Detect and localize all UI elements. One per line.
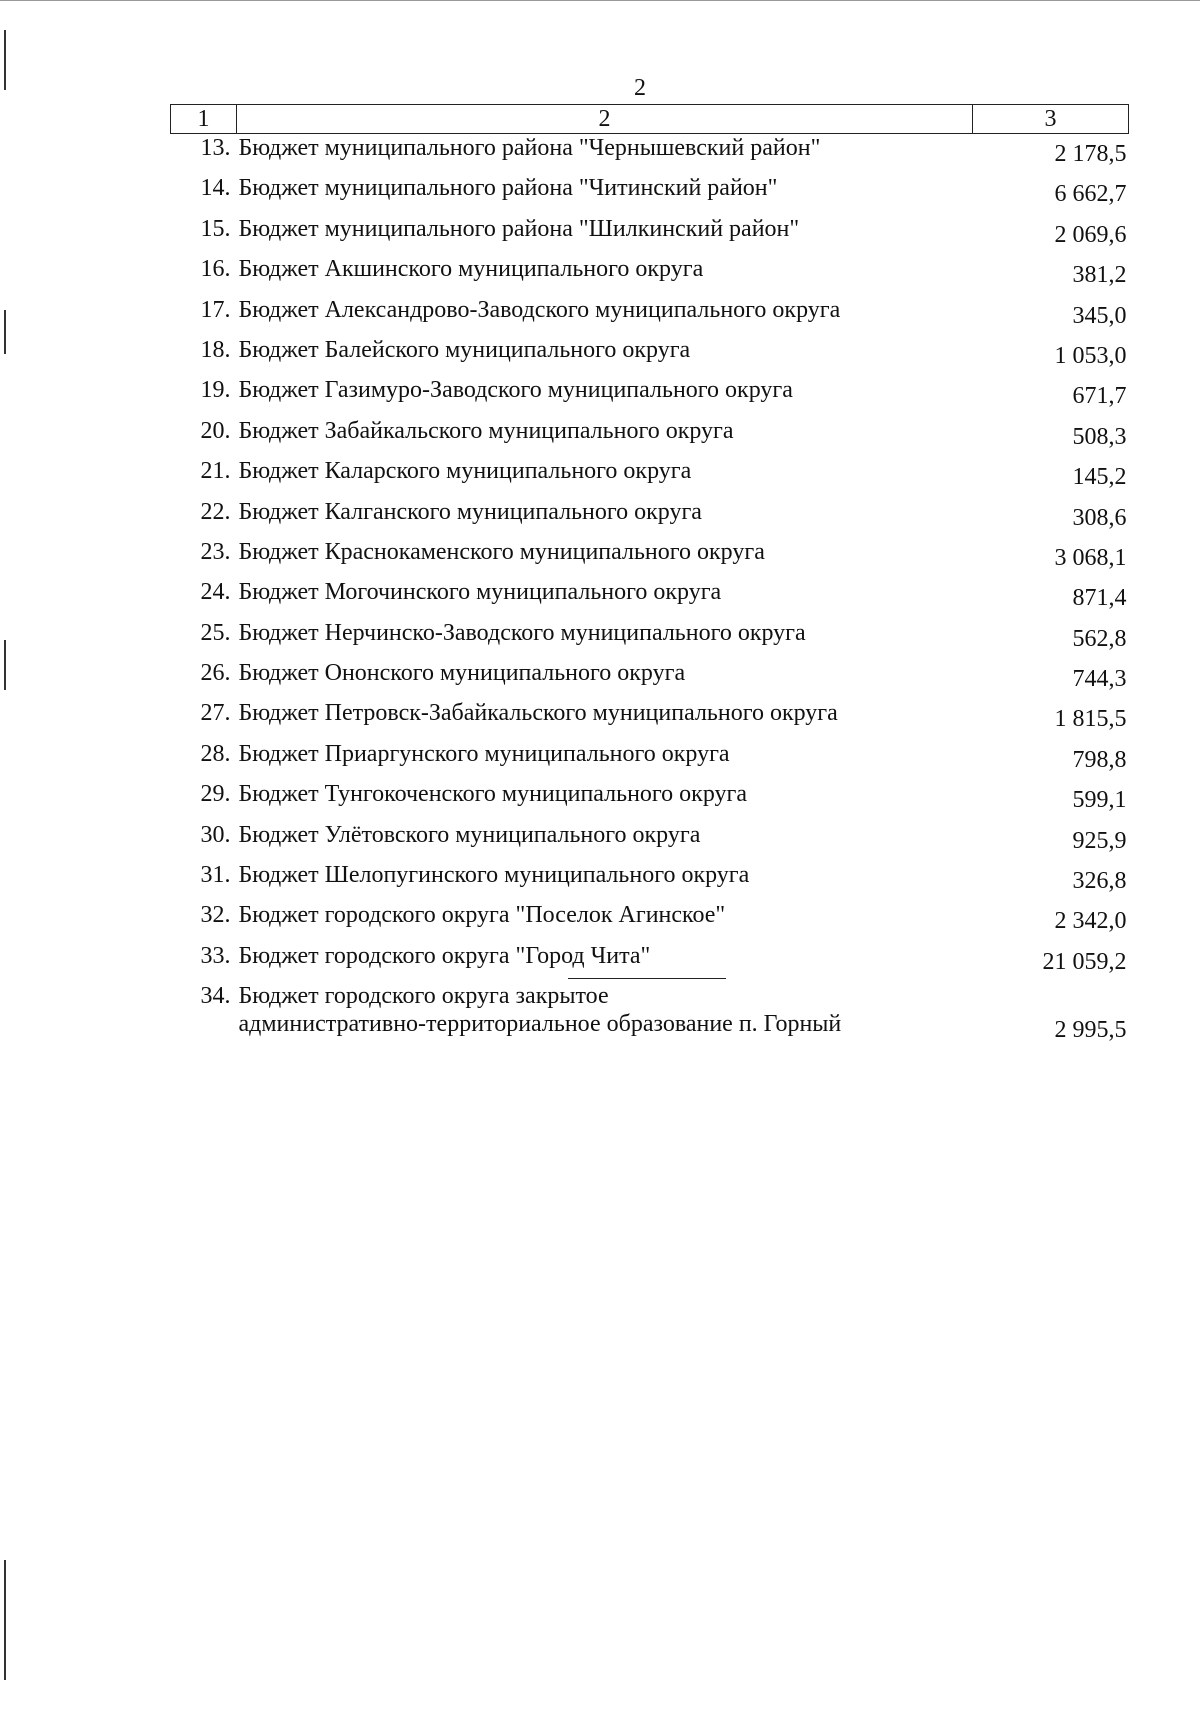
table-row [171, 659, 1129, 699]
scan-artifact [4, 640, 6, 690]
row-value: 671,7 [1072, 383, 1127, 410]
row-value: 871,4 [1072, 585, 1127, 612]
row-value: 345,0 [1072, 302, 1127, 329]
row-number: 28. [200, 740, 231, 767]
row-value: 21 059,2 [1042, 948, 1127, 975]
row-number: 24. [200, 579, 231, 606]
row-name: Бюджет муниципального района "Шилкинский район" [238, 215, 800, 242]
table-header-row [171, 105, 1129, 134]
row-value: 744,3 [1072, 666, 1127, 693]
column-header-value: 3 [973, 105, 1129, 134]
row-number: 20. [200, 417, 231, 444]
row-value: 308,6 [1072, 504, 1127, 531]
row-number: 31. [200, 862, 231, 889]
row-value: 798,8 [1072, 746, 1127, 773]
row-number: 15. [200, 215, 231, 242]
row-name-line-1: Бюджет городского округа закрытое [238, 983, 609, 1010]
row-name: Бюджет Акшинского муниципального округа [238, 256, 704, 283]
row-name: Бюджет Ононского муниципального округа [238, 660, 686, 687]
row-value: 3 068,1 [1054, 544, 1127, 571]
table-body [171, 134, 1129, 1047]
table-row [171, 578, 1129, 618]
table-row [171, 619, 1129, 659]
row-number: 32. [200, 902, 231, 929]
table-row [171, 498, 1129, 538]
scan-artifact [4, 30, 6, 90]
row-number: 23. [200, 538, 231, 565]
table-row [171, 134, 1129, 175]
row-name: Бюджет Нерчинско-Заводского муниципального округа [238, 619, 806, 646]
table-row [171, 538, 1129, 578]
row-value: 6 662,7 [1054, 181, 1127, 208]
column-header-name: 2 [237, 105, 973, 134]
row-value: 2 178,5 [1054, 141, 1127, 167]
row-number: 16. [200, 256, 231, 283]
table-row [171, 255, 1129, 295]
row-number: 13. [200, 135, 231, 161]
row-number: 14. [200, 175, 231, 202]
row-number: 30. [200, 821, 231, 848]
row-name: Бюджет Балейского муниципального округа [238, 336, 691, 363]
row-name: Бюджет Приаргунского муниципального округа [238, 740, 730, 767]
row-name: Бюджет городского округа "Город Чита" [238, 942, 651, 969]
row-name: Бюджет городского округа "Поселок Агинское" [238, 902, 726, 929]
row-number: 34. [200, 983, 231, 1010]
row-name: Бюджет Калганского муниципального округа [238, 498, 702, 525]
row-number: 21. [200, 458, 231, 485]
row-number: 27. [200, 700, 231, 727]
row-value: 599,1 [1072, 787, 1127, 814]
row-name: Бюджет Газимуро-Заводского муниципального округа [238, 377, 793, 404]
row-value: 2 069,6 [1054, 221, 1127, 248]
table-row [171, 740, 1129, 780]
table-row [171, 336, 1129, 376]
row-name: Бюджет Улётовского муниципального округа [238, 821, 701, 848]
table-row [171, 699, 1129, 739]
row-name: Бюджет муниципального района "Читинский район" [238, 175, 778, 202]
row-name: Бюджет Забайкальского муниципального округа [238, 417, 734, 444]
row-name: Бюджет Шелопугинского муниципального округа [238, 862, 750, 889]
table-row [171, 457, 1129, 497]
row-value: 2 342,0 [1054, 908, 1127, 935]
table-row [171, 901, 1129, 941]
table-row [171, 821, 1129, 861]
row-number: 26. [200, 660, 231, 687]
scan-artifact [4, 1560, 6, 1680]
row-name-line-2: административно-территориальное образование п. Горный [238, 1011, 842, 1038]
row-name: Бюджет Петровск-Забайкальского муниципального округа [238, 700, 838, 727]
table-row [171, 376, 1129, 416]
row-number: 29. [200, 781, 231, 808]
table-row [171, 174, 1129, 214]
row-value: 1 053,0 [1054, 342, 1127, 369]
row-number: 18. [200, 336, 231, 363]
row-name: Бюджет муниципального района "Чернышевский район" [238, 135, 821, 161]
row-value: 381,2 [1072, 262, 1127, 289]
row-number: 17. [200, 296, 231, 323]
row-name: Бюджет Краснокаменского муниципального округа [238, 538, 765, 565]
row-name: Бюджет Тунгокоченского муниципального округа [238, 781, 748, 808]
row-value: 925,9 [1072, 827, 1127, 854]
row-number: 25. [200, 619, 231, 646]
table-row [171, 296, 1129, 336]
scan-artifact [4, 310, 6, 354]
table-row [171, 982, 1129, 1046]
row-name [237, 982, 973, 1046]
row-value: 1 815,5 [1054, 706, 1127, 733]
row-value: 326,8 [1072, 868, 1127, 895]
row-name: Бюджет Александрово-Заводского муниципального округа [238, 296, 841, 323]
row-number: 19. [200, 377, 231, 404]
table-row [171, 780, 1129, 820]
row-name: Бюджет Могочинского муниципального округа [238, 579, 722, 606]
table-row [171, 215, 1129, 255]
row-value: 145,2 [1072, 464, 1127, 491]
table-row [171, 417, 1129, 457]
row-name: Бюджет Каларского муниципального округа [238, 458, 692, 485]
row-number: 33. [200, 942, 231, 969]
budget-table [170, 104, 1129, 1046]
scan-top-edge [0, 0, 1200, 1]
table-row [171, 861, 1129, 901]
row-value: 2 995,5 [1054, 1017, 1127, 1044]
row-number: 22. [200, 498, 231, 525]
row-value: 508,3 [1072, 423, 1127, 450]
row-value: 562,8 [1072, 625, 1127, 652]
end-of-document-line [568, 978, 726, 979]
budget-table-container [170, 104, 1128, 1046]
page-number: 2 [634, 75, 646, 101]
column-header-number: 1 [171, 105, 237, 134]
table-row [171, 942, 1129, 982]
